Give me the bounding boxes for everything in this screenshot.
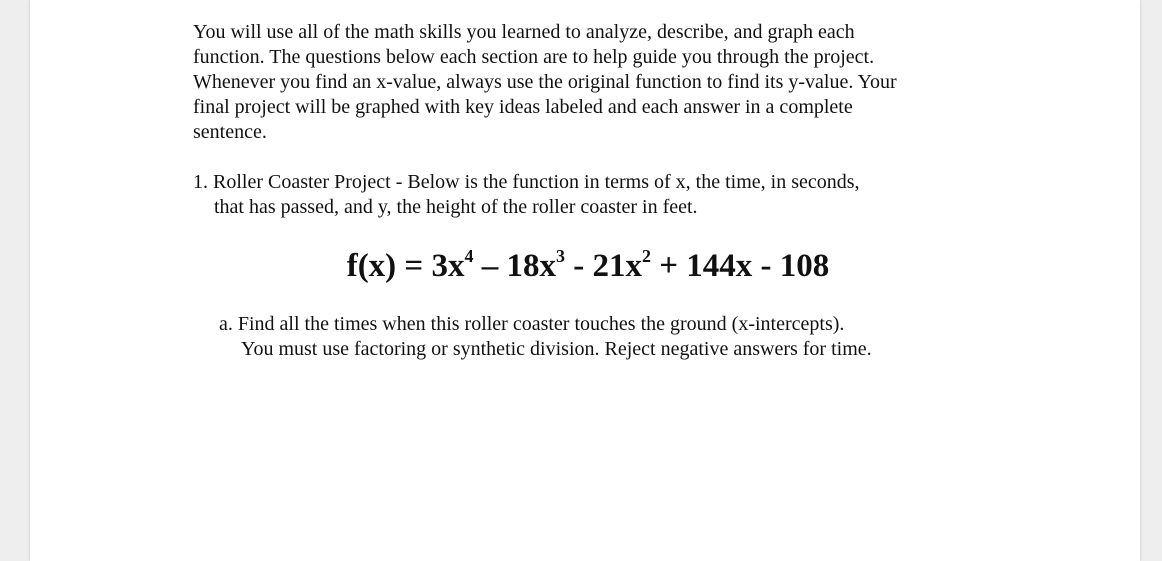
question-1-line-2: that has passed, and y, the height of the roller coaster in feet. — [214, 196, 698, 218]
intro-line: You will use all of the math skills you learned to analyze, describe, and graph each — [193, 21, 855, 43]
equation-lhs: f(x) = 3x — [346, 248, 465, 284]
question-1a — [219, 312, 1019, 362]
equation-term-2: – 18x — [473, 248, 556, 284]
question-1-line-1: 1. Roller Coaster Project - Below is the function in terms of x, the time, in seconds, — [193, 171, 860, 193]
intro-line: Whenever you find an x-value, always use the original function to find its y-value. Your — [193, 71, 897, 93]
intro-line: final project will be graphed with key ideas labeled and each answer in a complete — [193, 96, 853, 118]
intro-line: function. The questions below each section are to help guide you through the project. — [193, 46, 875, 68]
document-page — [30, 0, 1140, 561]
question-1a-line-2: You must use factoring or synthetic division. Reject negative answers for time. — [241, 338, 872, 360]
exponent-2: 2 — [641, 246, 651, 266]
equation-term-4: + 144x - 108 — [650, 248, 830, 284]
equation-term-3: - 21x — [564, 248, 642, 284]
question-1a-line-1: a. Find all the times when this roller coaster touches the ground (x-intercepts). — [219, 313, 845, 335]
function-equation — [30, 246, 1140, 286]
intro-paragraph — [193, 20, 993, 145]
exponent-3: 3 — [555, 246, 565, 266]
intro-line: sentence. — [193, 121, 267, 143]
exponent-4: 4 — [464, 246, 474, 266]
question-1 — [193, 170, 993, 220]
